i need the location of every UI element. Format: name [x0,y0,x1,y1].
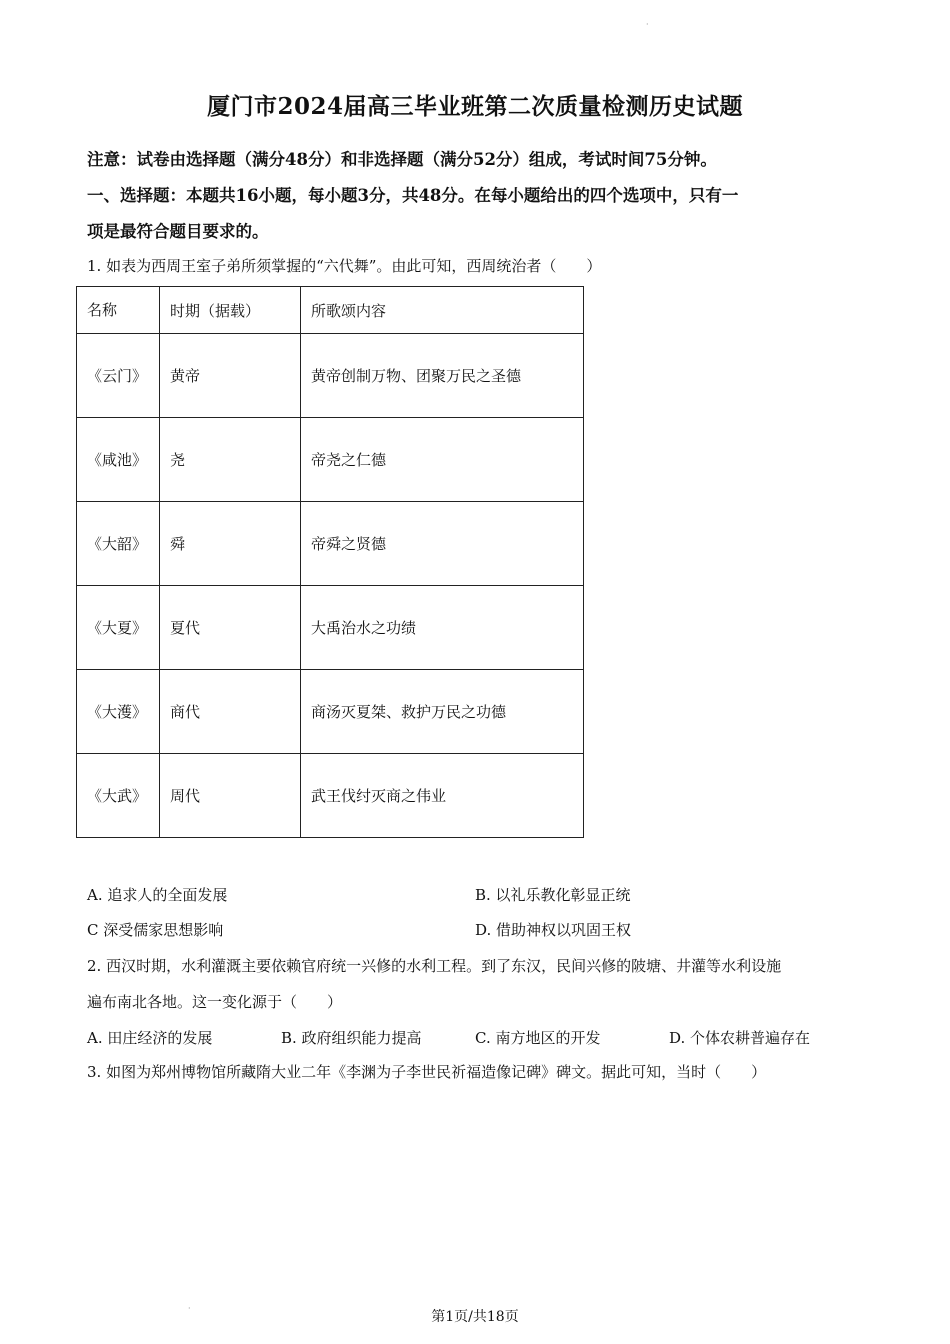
table-row [77,670,584,754]
table-cell-period: 夏代 [160,586,301,670]
table-header-row [77,287,584,334]
q1-option-b: B. 以礼乐教化彰显正统 [475,886,631,904]
table-header-cell: 名称 [77,287,160,334]
table-cell-content: 黄帝创制万物、团聚万民之圣德 [301,334,584,418]
q1-option-d: D. 借助神权以巩固王权 [475,921,632,939]
table-cell-name: 《大濩》 [77,670,160,754]
q2-option-d: D. 个体农耕普遍存在 [669,1029,811,1047]
table-cell-content: 帝舜之贤德 [301,502,584,586]
table-row [77,334,584,418]
q2-option-c: C. 南方地区的开发 [475,1029,601,1047]
table-cell-content: 帝尧之仁德 [301,418,584,502]
scan-dot-bottom: · [188,1304,191,1313]
table-cell-name: 《大夏》 [77,586,160,670]
section-heading-line1: 一、选择题：本题共16小题，每小题3分，共48分。在每小题给出的四个选项中，只有一 [87,186,739,205]
q2-stem-line1: 2. 西汉时期，水利灌溉主要依赖官府统一兴修的水利工程。到了东汉，民间兴修的陂塘、井灌等水利设施 [87,957,782,975]
table-cell-name: 《大武》 [77,754,160,838]
table-cell-content: 武王伐纣灭商之伟业 [301,754,584,838]
table-cell-content: 大禹治水之功绩 [301,586,584,670]
table-cell-period: 尧 [160,418,301,502]
section-heading-line2: 项是最符合题目要求的。 [87,222,269,241]
six-dances-table [76,286,584,838]
page-title: 厦门市2024届高三毕业班第二次质量检测历史试题 [206,93,743,120]
table-row [77,418,584,502]
table-cell-content: 商汤灭夏桀、救护万民之功德 [301,670,584,754]
page-footer: 第1页/共18页 [431,1309,519,1325]
table-cell-period: 周代 [160,754,301,838]
table-row [77,754,584,838]
notice-text: 注意：试卷由选择题（满分48分）和非选择题（满分52分）组成，考试时间75分钟。 [87,150,717,169]
scan-dot-top: · [646,20,649,29]
q2-option-b: B. 政府组织能力提高 [281,1029,422,1047]
q2-stem-line2: 遍布南北各地。这一变化源于（ ） [87,993,343,1011]
q3-stem: 3. 如图为郑州博物馆所藏隋大业二年《李渊为子李世民祈福造像记碑》碑文。据此可知，当时（ ） [87,1063,767,1081]
table-cell-name: 《大韶》 [77,502,160,586]
table-cell-name: 《云门》 [77,334,160,418]
table-row [77,586,584,670]
q1-stem: 1. 如表为西周王室子弟所须掌握的“六代舞”。由此可知，西周统治者（ ） [87,257,602,275]
q1-option-c: C 深受儒家思想影响 [87,921,224,939]
q2-option-a: A. 田庄经济的发展 [87,1029,213,1047]
table-cell-period: 黄帝 [160,334,301,418]
table-cell-period: 商代 [160,670,301,754]
table-cell-period: 舜 [160,502,301,586]
q1-option-a: A. 追求人的全面发展 [87,886,228,904]
table-header-cell: 时期（据载） [160,287,301,334]
table-row [77,502,584,586]
table-header-cell: 所歌颂内容 [301,287,584,334]
table-cell-name: 《咸池》 [77,418,160,502]
